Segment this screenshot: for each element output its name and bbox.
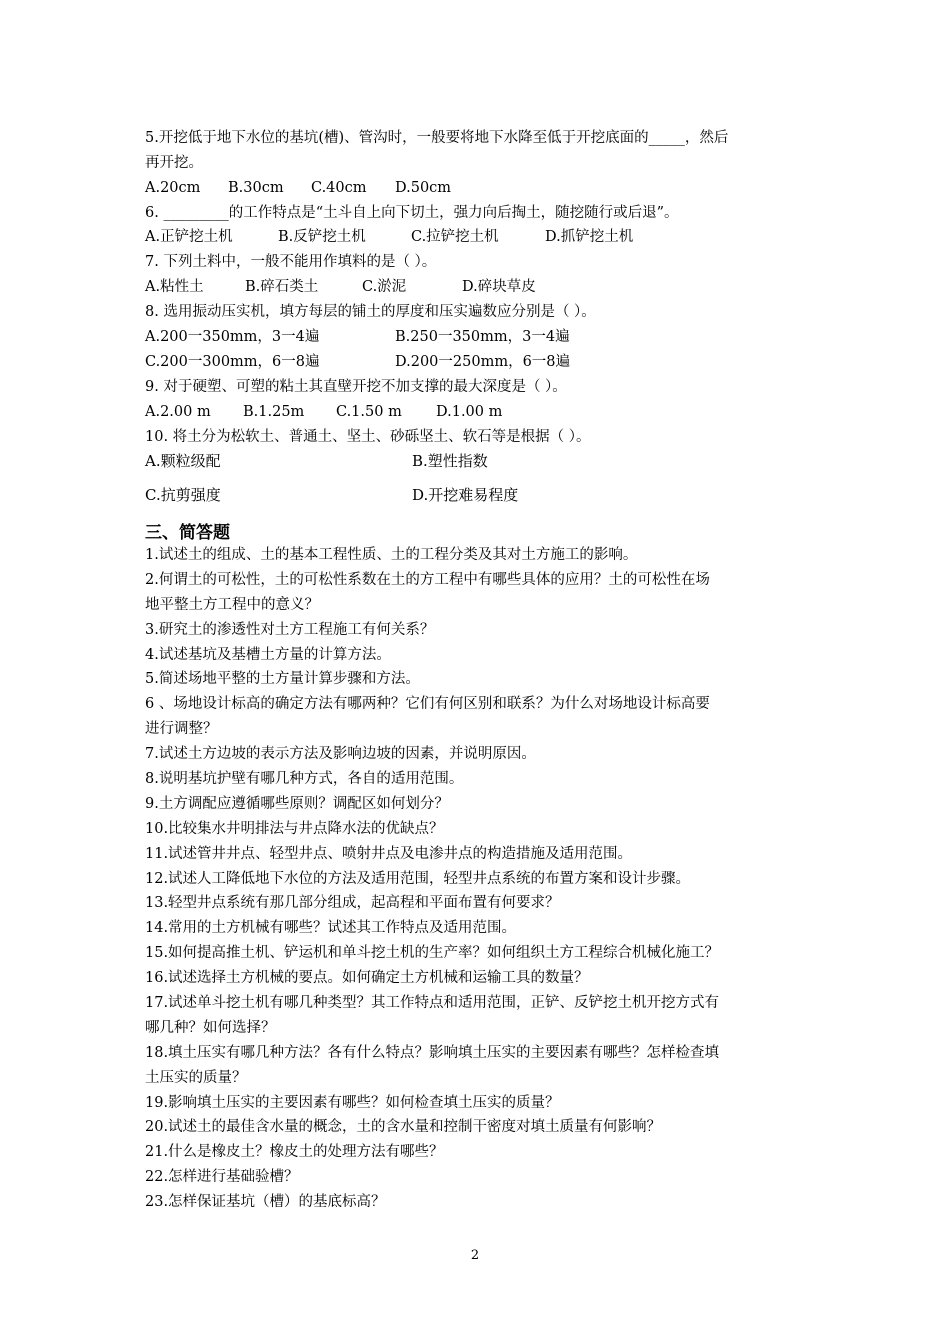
q9-options	[145, 402, 502, 422]
q8-options-row-2	[145, 352, 570, 372]
q7-option-a: A.粘性土	[145, 279, 204, 295]
q5-option-b: B.30cm	[228, 180, 284, 196]
q5-option-d: D.50cm	[395, 180, 452, 196]
q7-text: 7. 下列土料中，一般不能用作填料的是（ ）。	[145, 254, 437, 270]
q9-option-b: B.1.25m	[243, 404, 305, 420]
short-answer-line: 10.比较集水井明排法与井点降水法的优缺点？	[145, 821, 444, 837]
section-title: 三、简答题	[145, 523, 230, 543]
short-answer-line: 7.试述土方边坡的表示方法及影响边坡的因素，并说明原因。	[145, 746, 536, 762]
q10-options-row-2	[145, 485, 518, 505]
q6-option-a: A.正铲挖土机	[145, 229, 233, 245]
q10-text: 10. 将土分为松软土、普通土、坚土、砂砾坚土、软石等是根据（ ）。	[145, 429, 591, 445]
q9-option-a: A.2.00 m	[145, 404, 211, 420]
short-answer-line: 8.说明基坑护壁有哪几种方式，各自的适用范围。	[145, 771, 464, 787]
short-answer-line: 23.怎样保证基坑（槽）的基底标高？	[145, 1194, 386, 1210]
short-answer-line: 2.何谓土的可松性，土的可松性系数在土的方工程中有哪些具体的应用？土的可松性在场	[145, 572, 710, 588]
short-answer-line: 20.试述土的最佳含水量的概念，土的含水量和控制干密度对填土质量有何影响？	[145, 1119, 662, 1135]
q10-option-c: C.抗剪强度	[145, 486, 221, 504]
q7-options	[145, 277, 536, 297]
short-answer-line: 哪几种？如何选择？	[145, 1020, 276, 1036]
q8-options-row-1	[145, 327, 570, 347]
q8-option-b: B.250一350mm，3一4遍	[395, 329, 570, 345]
q6-options	[145, 227, 633, 247]
q9-text: 9. 对于硬塑、可塑的粘土其直壁开挖不加支撑的最大深度是（ ）。	[145, 379, 567, 395]
short-answer-line: 11.试述管井井点、轻型井点、喷射井点及电渗井点的构造措施及适用范围。	[145, 846, 633, 862]
q10-option-a: A.颗粒级配	[145, 452, 221, 470]
q9-option-d: D.1.00 m	[436, 404, 503, 420]
q9-option-c: C.1.50 m	[336, 404, 402, 420]
short-answer-line: 16.试述选择土方机械的要点。如何确定土方机械和运输工具的数量？	[145, 970, 589, 986]
q6-option-c: C.拉铲挖土机	[411, 229, 499, 245]
q8-text: 8. 选用振动压实机，填方每层的铺土的厚度和压实遍数应分别是（ ）。	[145, 304, 596, 320]
q5-options	[145, 178, 451, 198]
q10-option-b: B.塑性指数	[412, 452, 488, 470]
q8-option-c: C.200一300mm，6一8遍	[145, 354, 320, 370]
q6-option-b: B.反铲挖土机	[278, 229, 366, 245]
q5-text-line-1: 5.开挖低于地下水位的基坑(槽)、管沟时，一般要将地下水降至低于开挖底面的_____，然后	[145, 130, 729, 146]
q7-option-d: D.碎块草皮	[462, 279, 536, 295]
q6-text: 6. _________的工作特点是“土斗自上向下切土，强力向后掏土，随挖随行或后退”。	[145, 205, 679, 221]
short-answer-line: 5.简述场地平整的土方量计算步骤和方法。	[145, 671, 420, 687]
q5-text-line-2: 再开挖。	[145, 155, 203, 171]
short-answer-line: 12.试述人工降低地下水位的方法及适用范围，轻型井点系统的布置方案和设计步骤。	[145, 871, 691, 887]
short-answer-line: 6 、场地设计标高的确定方法有哪两种？它们有何区别和联系？为什么对场地设计标高要	[145, 696, 710, 712]
short-answer-line: 进行调整？	[145, 721, 218, 737]
short-answer-line: 13.轻型井点系统有那几部分组成，起高程和平面布置有何要求？	[145, 895, 560, 911]
q8-option-a: A.200一350mm，3一4遍	[145, 329, 320, 345]
q5-option-c: C.40cm	[311, 180, 367, 196]
q7-option-c: C.淤泥	[362, 279, 407, 295]
short-answer-line: 19.影响填土压实的主要因素有哪些？如何检查填土压实的质量？	[145, 1095, 560, 1111]
q8-option-d: D.200一250mm，6一8遍	[395, 354, 571, 370]
short-answer-line: 地平整土方工程中的意义？	[145, 597, 319, 613]
short-answer-line: 15.如何提高推土机、铲运机和单斗挖土机的生产率？如何组织土方工程综合机械化施工？	[145, 945, 720, 961]
page-number: 2	[470, 1248, 480, 1263]
short-answer-line: 4.试述基坑及基槽土方量的计算方法。	[145, 647, 391, 663]
short-answer-line: 9.土方调配应遵循哪些原则？调配区如何划分？	[145, 796, 449, 812]
short-answer-line: 17.试述单斗挖土机有哪几种类型？其工作特点和适用范围，正铲、反铲挖土机开挖方式有	[145, 995, 720, 1011]
q10-option-d: D.开挖难易程度	[412, 486, 519, 504]
short-answer-line: 土压实的质量？	[145, 1070, 247, 1086]
q10-options-row-1	[145, 451, 488, 471]
q6-option-d: D.抓铲挖土机	[545, 229, 634, 245]
short-answer-line: 3.研究土的渗透性对土方工程施工有何关系？	[145, 622, 435, 638]
short-answer-line: 18.填土压实有哪几种方法？各有什么特点？影响填土压实的主要因素有哪些？怎样检查填	[145, 1045, 720, 1061]
short-answer-line: 21.什么是橡皮土？橡皮土的处理方法有哪些？	[145, 1144, 444, 1160]
q7-option-b: B.碎石类土	[245, 279, 319, 295]
short-answer-line: 1.试述土的组成、土的基本工程性质、土的工程分类及其对土方施工的影响。	[145, 547, 638, 563]
q5-option-a: A.20cm	[145, 180, 201, 196]
short-answer-line: 14.常用的土方机械有哪些？试述其工作特点及适用范围。	[145, 920, 517, 936]
short-answer-line: 22.怎样进行基础验槽？	[145, 1169, 299, 1185]
